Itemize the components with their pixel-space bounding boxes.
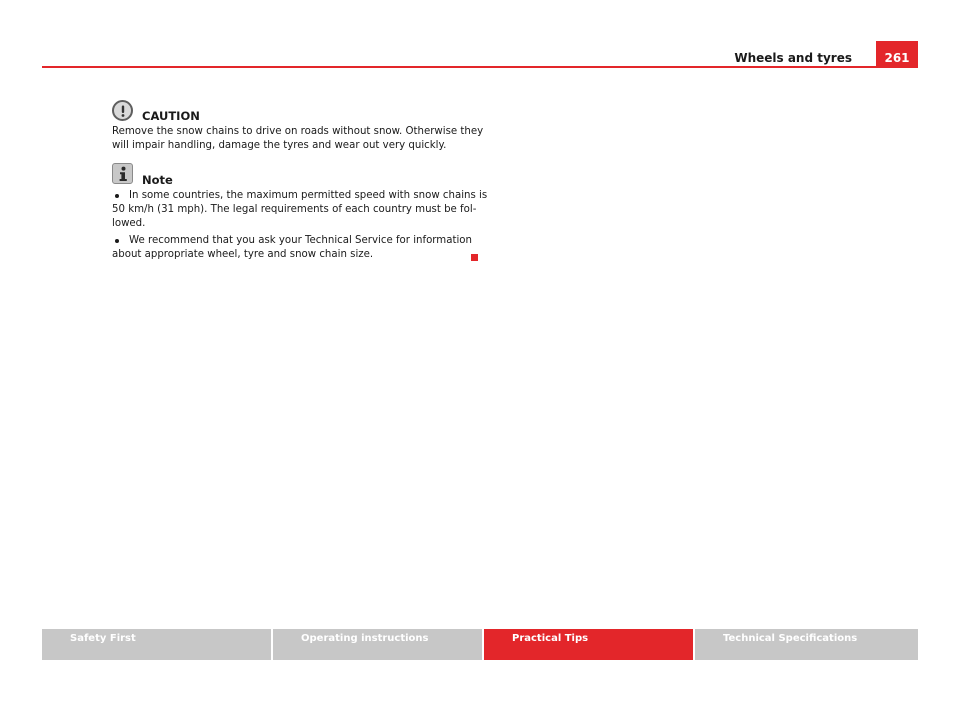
section-end-marker: [471, 254, 478, 261]
caution-heading: CAUTION: [142, 109, 200, 123]
page-number: 261: [876, 41, 918, 67]
caution-text-line-2: will impair handling, damage the tyres and wear out very quickly.: [112, 140, 447, 151]
note-item-1-line-2: 50 km/h (31 mph). The legal requirements of each country must be fol-: [112, 204, 477, 215]
footer-tab-safety-first[interactable]: Safety First: [42, 629, 273, 660]
footer-tab-practical-tips[interactable]: Practical Tips: [484, 629, 695, 660]
footer-tab-operating-instructions[interactable]: Operating instructions: [273, 629, 484, 660]
caution-text-line-1: Remove the snow chains to drive on roads without snow. Otherwise they: [112, 126, 484, 137]
bullet: [115, 239, 119, 243]
section-title: Wheels and tyres: [734, 51, 852, 65]
exclamation-circle-icon: [112, 100, 133, 121]
bullet: [115, 194, 119, 198]
note-item-2-line-2: about appropriate wheel, tyre and snow chain size.: [112, 249, 374, 260]
exclamation-glyph: [116, 104, 130, 118]
info-icon: [112, 163, 133, 184]
header-rule: [42, 66, 918, 68]
note-heading: Note: [142, 173, 173, 187]
info-glyph: [116, 166, 130, 182]
note-item-1-line-3: lowed.: [112, 218, 146, 229]
footer-tab-technical-specifications[interactable]: Technical Specifications: [695, 629, 918, 660]
note-item-2-line-1: We recommend that you ask your Technical Service for information: [129, 235, 472, 246]
note-item-1-line-1: In some countries, the maximum permitted speed with snow chains is: [129, 190, 488, 201]
footer-nav: [42, 629, 918, 660]
